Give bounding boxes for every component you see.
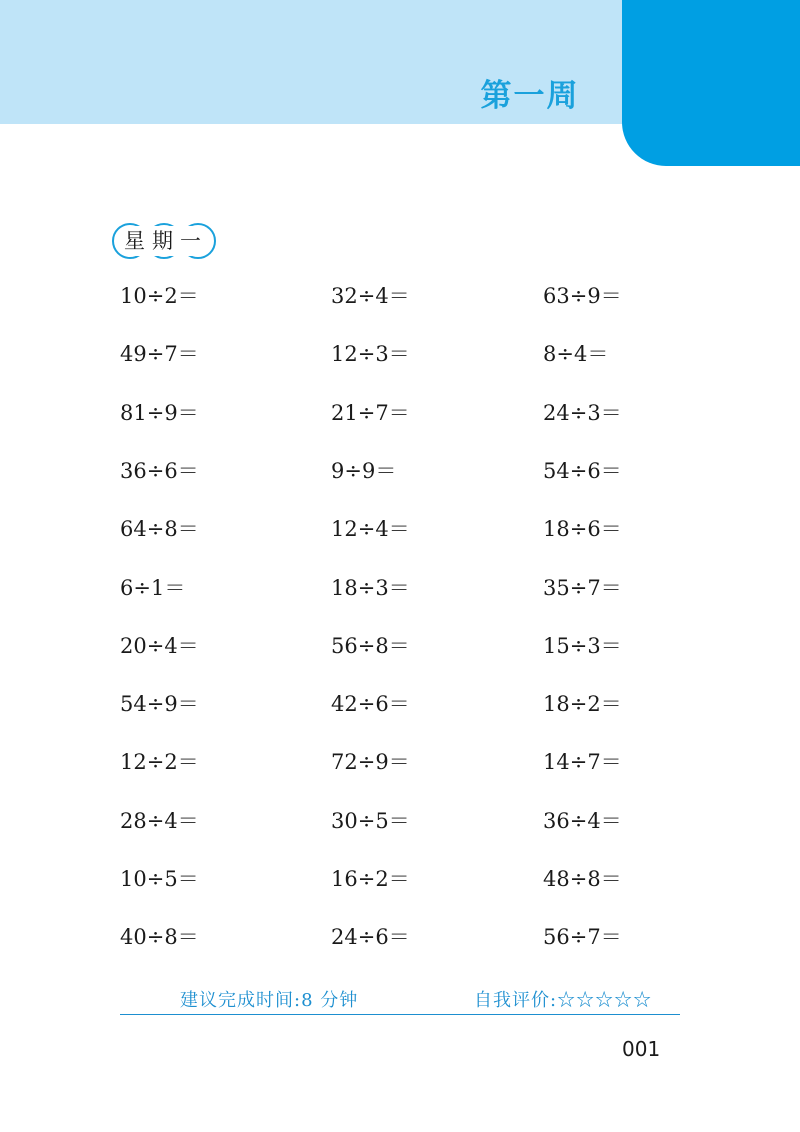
division-problem: 42÷6＝ xyxy=(331,692,410,716)
division-problem: 10÷2＝ xyxy=(120,284,199,308)
division-problem: 49÷7＝ xyxy=(120,342,199,366)
week-title: 第一周 xyxy=(480,78,580,114)
division-problem: 48÷8＝ xyxy=(543,867,622,891)
day-label: 星期一 xyxy=(124,229,208,253)
self-evaluation xyxy=(474,987,652,1015)
division-problem: 40÷8＝ xyxy=(120,925,199,949)
division-problem: 36÷4＝ xyxy=(543,809,622,833)
division-problem: 18÷6＝ xyxy=(543,517,622,541)
division-problem: 35÷7＝ xyxy=(543,576,622,600)
header-tab xyxy=(622,0,800,166)
self-evaluation-label: 自我评价: xyxy=(474,990,558,1011)
division-problem: 72÷9＝ xyxy=(331,750,410,774)
division-problem: 32÷4＝ xyxy=(331,284,410,308)
division-problem: 24÷3＝ xyxy=(543,401,622,425)
division-problem: 20÷4＝ xyxy=(120,634,199,658)
division-problem: 15÷3＝ xyxy=(543,634,622,658)
division-problem: 28÷4＝ xyxy=(120,809,199,833)
footer-divider xyxy=(120,1014,680,1015)
division-problem: 18÷2＝ xyxy=(543,692,622,716)
division-problem: 14÷7＝ xyxy=(543,750,622,774)
division-problem: 54÷6＝ xyxy=(543,459,622,483)
division-problem: 36÷6＝ xyxy=(120,459,199,483)
division-problem: 6÷1＝ xyxy=(120,576,186,600)
division-problem: 8÷4＝ xyxy=(543,342,609,366)
division-problem: 56÷8＝ xyxy=(331,634,410,658)
division-problem: 24÷6＝ xyxy=(331,925,410,949)
day-label-badge xyxy=(110,222,218,260)
division-problem: 21÷7＝ xyxy=(331,401,410,425)
division-problem: 12÷3＝ xyxy=(331,342,410,366)
division-problem: 63÷9＝ xyxy=(543,284,622,308)
division-problem: 30÷5＝ xyxy=(331,809,410,833)
suggested-time: 建议完成时间:8 分钟 xyxy=(180,990,359,1011)
division-problem: 54÷9＝ xyxy=(120,692,199,716)
rating-stars[interactable]: ☆☆☆☆☆ xyxy=(557,990,653,1011)
division-problem: 12÷4＝ xyxy=(331,517,410,541)
division-problem: 16÷2＝ xyxy=(331,867,410,891)
division-problem: 56÷7＝ xyxy=(543,925,622,949)
division-problem: 81÷9＝ xyxy=(120,401,199,425)
division-problem: 18÷3＝ xyxy=(331,576,410,600)
page-number: 001 xyxy=(622,1037,661,1061)
division-problem: 12÷2＝ xyxy=(120,750,199,774)
division-problem: 64÷8＝ xyxy=(120,517,199,541)
division-problem: 9÷9＝ xyxy=(331,459,397,483)
division-problem: 10÷5＝ xyxy=(120,867,199,891)
